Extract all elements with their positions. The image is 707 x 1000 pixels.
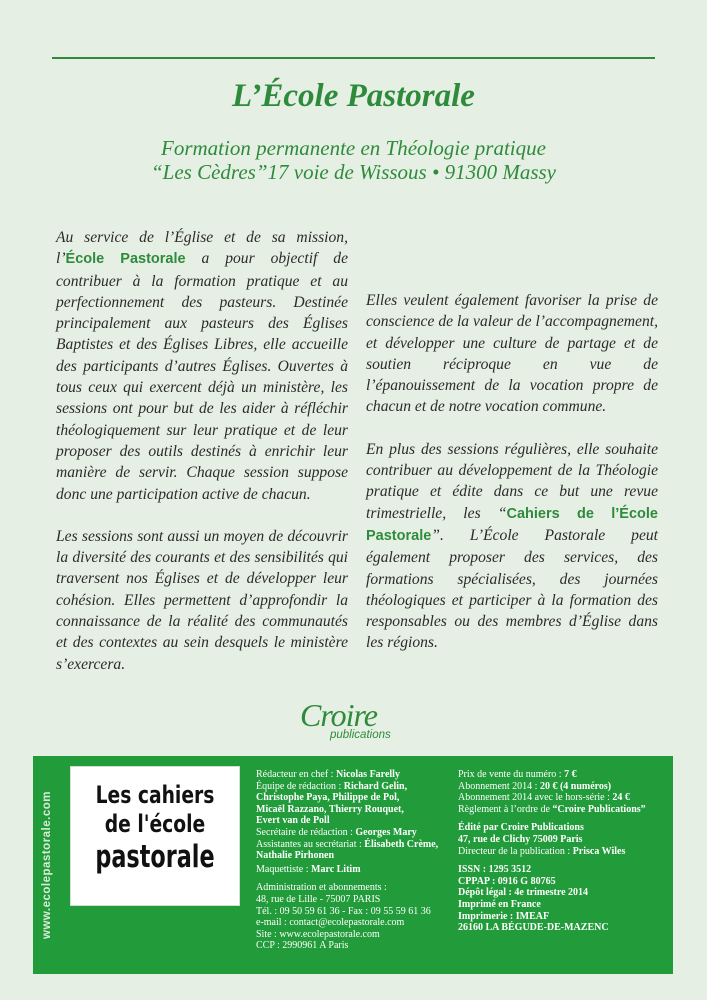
column-left bbox=[56, 227, 348, 696]
croire-logo-sub: publications bbox=[330, 729, 391, 741]
admin-site: Site : www.ecolepastorale.com bbox=[256, 928, 380, 940]
credit-assistantes: Assistantes au secrétariat : Élisabeth Crème, bbox=[256, 838, 439, 850]
paragraph-1-start: Au service de l’Église et de sa mission, l’ bbox=[56, 229, 348, 268]
paragraph-3: Elles veulent également favoriser la prise de conscience de la valeur de l’accompagnement, et développer une culture de partage et de soutien réciproque en vue de l’épanouissement de la vocation propre de chacun et de notre vocation commune. bbox=[366, 292, 658, 416]
publisher-address: 47, rue de Clichy 75009 Paris bbox=[458, 833, 583, 845]
admin-ccp: CCP : 2990961 A Paris bbox=[256, 940, 349, 952]
cppap: CPPAP : 0916 G 80765 bbox=[458, 875, 556, 887]
side-url bbox=[33, 756, 61, 974]
ecole-pastorale-highlight: École Pastorale bbox=[65, 251, 186, 268]
admin-phone: Tél. : 09 50 59 61 36 - Fax : 09 55 59 61 36 bbox=[256, 905, 431, 917]
cahiers-brand-logo bbox=[70, 766, 240, 906]
subscription: Abonnement 2014 : 20 € (4 numéros) bbox=[458, 780, 612, 792]
subtitle bbox=[0, 136, 707, 184]
admin-email: e-mail : contact@ecolepastorale.com bbox=[256, 917, 405, 929]
paragraph-2: Les sessions sont aussi un moyen de découvrir la diversité des courants et des sensibilités qui traversent nos Églises et de développer leur cohésion. Elles permettent d’approfondir la connaissance de la réalité des communautés et des contextes au sein desquels le ministère s’exercera. bbox=[56, 527, 348, 673]
publisher: Édité par Croire Publications bbox=[458, 822, 584, 834]
credit-secretaire: Secrétaire de rédaction : Georges Mary bbox=[256, 826, 417, 838]
paragraph-1-end: a pour objectif de contribuer à la formation pratique et au perfectionnement des pasteurs. Destinée principalement aux pasteurs des Églises Baptistes et des Églises Libres, elle accueille des participants d’autres Églises. Ouvertes à tous ceux qui exercent déjà un ministère, les sessions ont pour but de les aider à réfléchir théologiquement sur leur pratique et de leur proposer des outils destinés à enrichir leur manière de servir. Chaque session suppose donc une participation active de chacun. bbox=[56, 250, 348, 503]
subtitle-line-1: Formation permanente en Théologie pratique bbox=[161, 136, 546, 160]
credit-maquettiste: Maquettiste : Marc Litim bbox=[256, 863, 361, 875]
price: Prix de vente du numéro : 7 € bbox=[458, 769, 577, 780]
cahiers-highlight: Cahiers de l’École Pastorale bbox=[366, 505, 658, 544]
printed-in: Imprimé en France bbox=[458, 898, 541, 910]
editorial-credits bbox=[256, 769, 452, 952]
croire-publications-logo bbox=[300, 697, 410, 749]
paragraph-4-end: ”. L’École Pastorale peut également proposer des services, des formations spécialisées, des journées théologiques et participer à la formation des responsables ou des membres d’Église dans les régions. bbox=[366, 526, 658, 652]
brand-line-1: Les cahiers bbox=[95, 781, 215, 809]
paragraph-4 bbox=[366, 439, 658, 654]
credit-equipe-4: Evert van de Poll bbox=[256, 815, 330, 827]
printer: Imprimerie : IMEAF bbox=[458, 910, 550, 922]
printer-city: 26160 LA BÉGUDE-DE-MAZENC bbox=[458, 922, 609, 934]
paragraph-4-start: En plus des sessions régulières, elle souhaite contribuer au développement de la Théologie pratique et édite dans ce but une revue trimestrielle, les “ bbox=[366, 440, 658, 522]
credit-equipe-3: Micaël Razzano, Thierry Rouquet, bbox=[256, 803, 404, 815]
credit-assistantes-2: Nathalie Pirhonen bbox=[256, 850, 335, 862]
paragraph-1 bbox=[56, 227, 348, 505]
director: Directeur de la publication : Prisca Wiles bbox=[458, 845, 626, 857]
column-right bbox=[366, 227, 658, 696]
page-title: L’École Pastorale bbox=[232, 78, 475, 114]
brand-line-3: pastorale bbox=[95, 839, 215, 875]
credit-redacteur: Rédacteur en chef : Nicolas Farelly bbox=[256, 769, 400, 780]
brand-line-2: de l'école bbox=[104, 810, 206, 838]
body-columns bbox=[56, 227, 659, 696]
website-url: www.ecolepastorale.com bbox=[41, 791, 54, 939]
croire-logo-word: Croire bbox=[300, 697, 377, 733]
admin-address: 48, rue de Lille - 75007 PARIS bbox=[256, 893, 381, 905]
legal-deposit: Dépôt légal : 4e trimestre 2014 bbox=[458, 887, 589, 899]
subtitle-address: “Les Cèdres”17 voie de Wissous • 91300 Massy bbox=[151, 160, 556, 184]
publication-info bbox=[458, 769, 668, 934]
credit-equipe-2: Christophe Paya, Philippe de Pol, bbox=[256, 792, 400, 804]
admin-heading: Administration et abonnements : bbox=[256, 882, 387, 894]
top-divider bbox=[52, 57, 655, 59]
issn: ISSN : 1295 3512 bbox=[458, 864, 532, 876]
credit-equipe: Équipe de rédaction : Richard Gelin, bbox=[256, 780, 408, 792]
subscription-hs: Abonnement 2014 avec le hors-série : 24 € bbox=[458, 792, 630, 804]
payment-order: Règlement à l’ordre de “Croire Publications” bbox=[458, 803, 646, 815]
